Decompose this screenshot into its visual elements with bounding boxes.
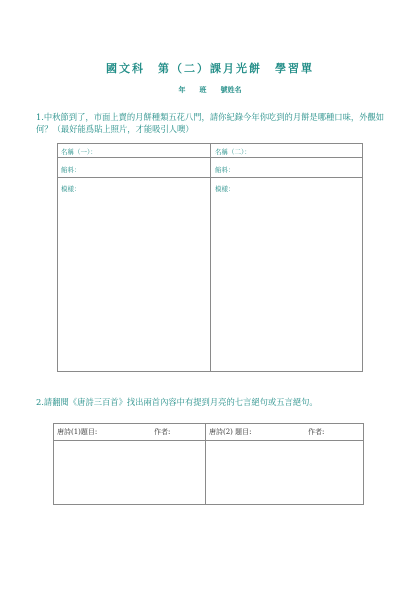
mooncake-2-name-label: 名稱（二）：	[215, 148, 251, 156]
mooncake-record-table	[57, 143, 363, 372]
mooncake-2-appearance-label: 模樣：	[215, 185, 235, 193]
poem-1-title-label: 唐詩(1)題目:	[57, 428, 98, 436]
table-column-divider	[210, 144, 211, 371]
poem-2-title-label: 唐詩(2) 題目:	[209, 428, 252, 436]
mooncake-2-ingredients-label: 餡料：	[215, 166, 235, 174]
poem-2-author-label: 作者:	[308, 428, 325, 436]
table-column-divider	[205, 424, 206, 504]
table-row-divider	[58, 177, 362, 178]
table-row-divider	[54, 440, 363, 441]
student-info-line: 年 班 號姓名	[178, 85, 242, 94]
mooncake-1-ingredients-label: 餡料：	[61, 166, 81, 174]
poem-1-author-label: 作者:	[154, 428, 171, 436]
mooncake-1-name-label: 名稱（一）：	[61, 148, 97, 156]
worksheet-title: 國文科 第（二）課月光餅 學習單	[106, 62, 314, 75]
tang-poem-table	[53, 423, 364, 505]
table-row-divider	[58, 157, 362, 158]
question-2-text: 2.請翻閱《唐詩三百首》找出兩首內容中有提到月亮的七言絕句或五言絕句。	[36, 397, 318, 407]
question-1-text: 1.中秋節到了，市面上賣的月餅種類五花八門，請你紀錄今年你吃到的月餅是哪種口味，外觀如何？（最好能爲貼上照片，才能吸引人噢）	[36, 112, 385, 134]
mooncake-1-appearance-label: 模樣：	[61, 185, 81, 193]
